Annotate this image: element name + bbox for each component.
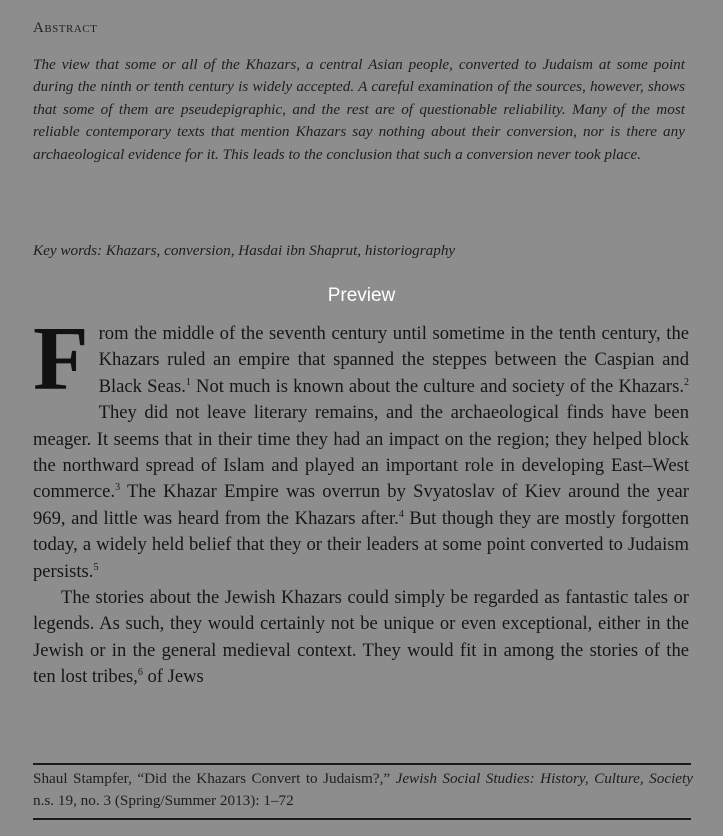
paragraph-1 <box>33 308 690 585</box>
footnote-ref[interactable]: 3 <box>115 482 121 494</box>
citation-details: n.s. 19, no. 3 (Spring/Summer 2013): 1–72 <box>33 792 294 809</box>
citation-top-rule <box>33 763 691 765</box>
paragraph-text: The Khazar Empire was overrun by Svyatoslav of Kiev around the year 969, and little was heard from the Khazars after. <box>33 481 689 529</box>
abstract-heading: Abstract <box>33 20 98 36</box>
footnote-ref[interactable]: 4 <box>398 508 404 520</box>
paragraph-text: of Jews <box>142 666 204 688</box>
citation-bottom-rule <box>33 818 691 820</box>
paragraph-text: But though they are mostly forgotten today, a widely held belief that they or their leaders at some point converted to Judaism persists. <box>33 507 689 582</box>
paragraph-text: rom the middle of the seventh century until sometime in the tenth century, the Khazars ruled an empire that spanned the steppes between the Caspian and Black Seas. <box>98 323 689 397</box>
footnote-ref[interactable]: 5 <box>93 561 99 573</box>
keywords-line: Key words: Khazars, conversion, Hasdai ibn Shaprut, historiography <box>33 242 456 259</box>
citation-block <box>33 768 693 812</box>
abstract-text: The view that some or all of the Khazars, a central Asian people, converted to Judaism at some point during the ninth or tenth century is widely accepted. A careful examination of the sources, however, shows that some of them are pseudepigraphic, and the rest are of questionable reliability. Many of the most reliable contemporary texts that mention Khazars say nothing about their conversion, nor is there any archaeological evidence for it. This leads to the conclusion that such a conversion never took place. <box>33 56 685 163</box>
article-body <box>33 308 690 691</box>
citation-journal: Jewish Social Studies: History, Culture, Society <box>395 770 693 787</box>
footnote-ref[interactable]: 1 <box>185 376 191 388</box>
footnote-ref[interactable]: 6 <box>137 667 143 679</box>
paragraph-text: The stories about the Jewish Khazars could simply be regarded as fantastic tales or legends. As such, they would certainly not be unique or even exceptional, either in the Jewish or in the general medieval context. They would fit in among the stories of the ten lost tribes, <box>33 587 689 688</box>
paragraph-text: They did not leave literary remains, and the archaeological finds have been meager. It seems that in their time they had an impact on the region; they helped block the northward spread of Islam and played an important role in developing East–West commerce. <box>33 402 689 503</box>
citation-author-title: Shaul Stampfer, “Did the Khazars Convert to Judaism?,” <box>33 770 396 787</box>
paragraph-text: Not much is known about the culture and society of the Khazars. <box>190 375 685 397</box>
paragraph-2 <box>33 585 689 691</box>
drop-cap: F <box>33 308 89 409</box>
preview-label: Preview <box>327 285 396 306</box>
footnote-ref[interactable]: 2 <box>684 376 690 388</box>
